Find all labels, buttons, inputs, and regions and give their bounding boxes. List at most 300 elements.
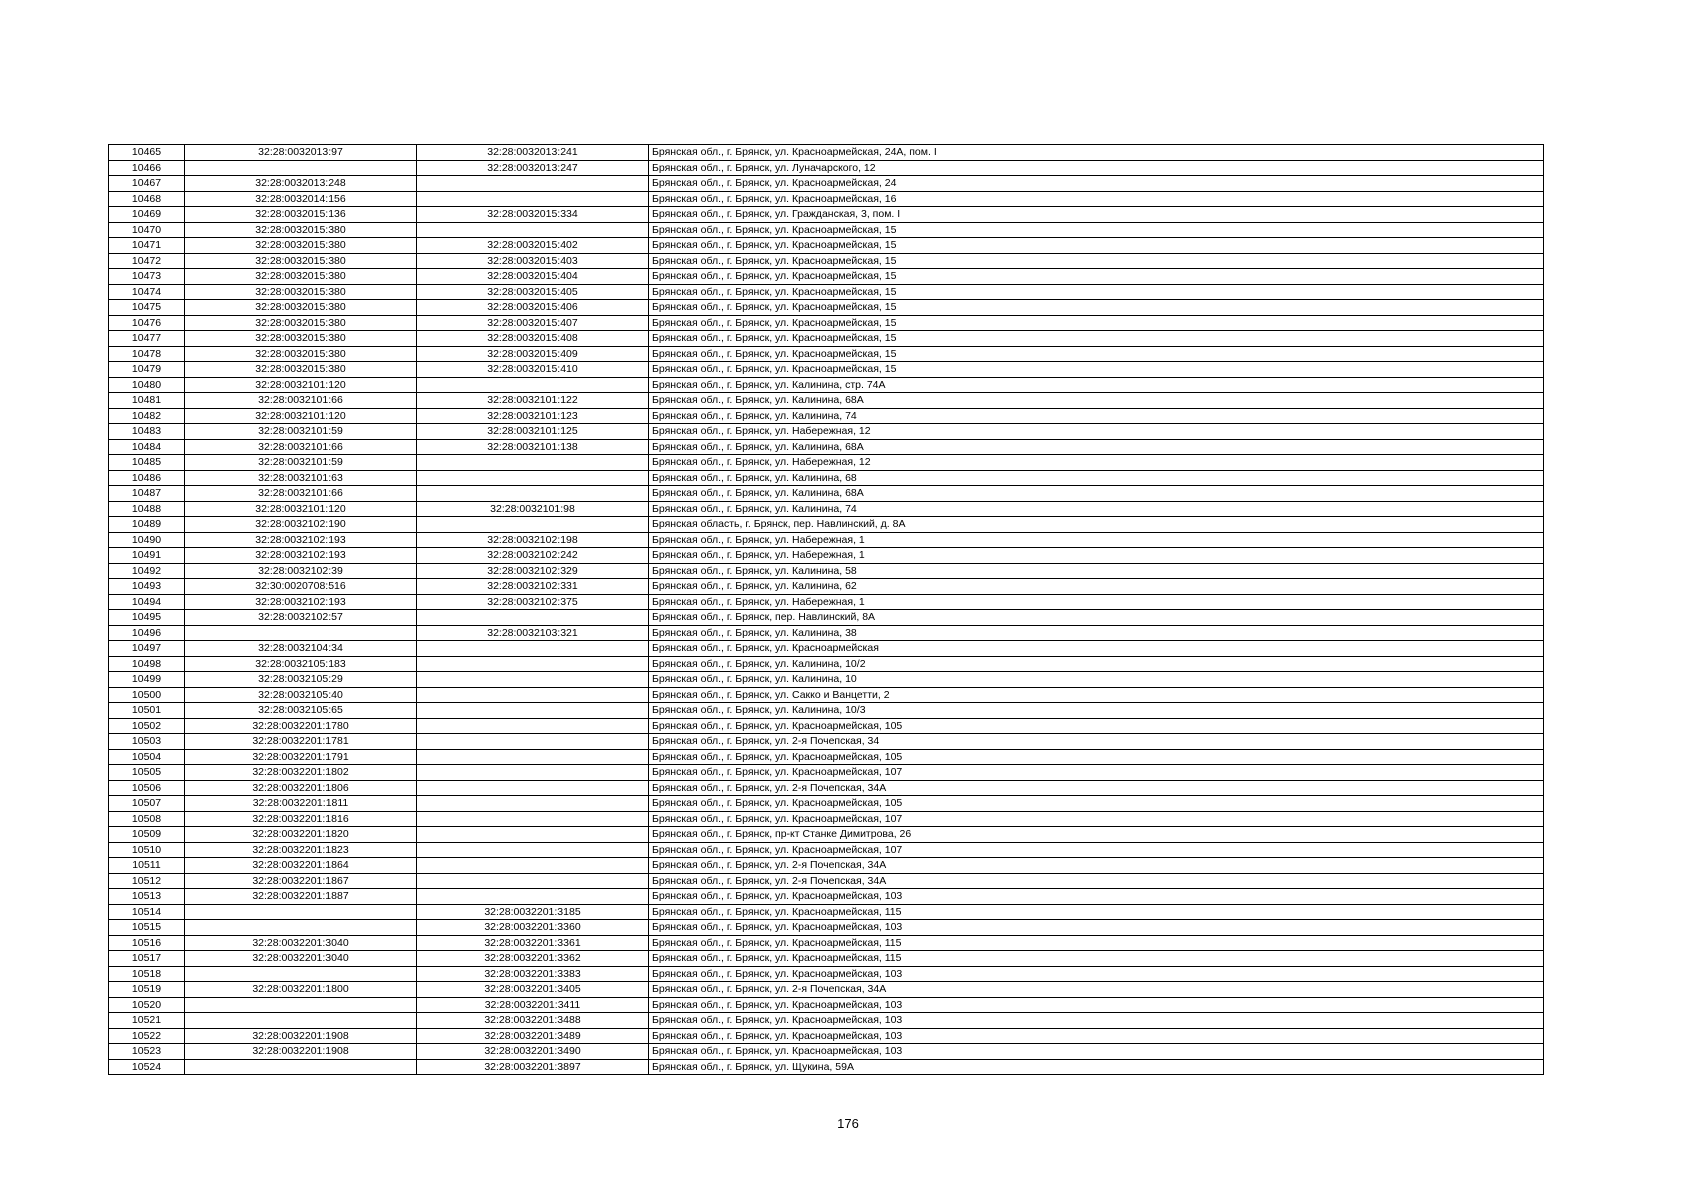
row-number-cell: 10512 (109, 873, 185, 889)
cadastral-number-cell: 32:28:0032201:1908 (185, 1028, 417, 1044)
object-number-cell: 32:28:0032201:3411 (417, 997, 649, 1013)
table-row (109, 408, 1544, 424)
object-number-cell: 32:28:0032015:334 (417, 207, 649, 223)
table-row (109, 517, 1544, 533)
object-number-cell: 32:28:0032201:3362 (417, 951, 649, 967)
cadastral-number-cell: 32:28:0032201:1864 (185, 858, 417, 874)
object-number-cell: 32:28:0032201:3360 (417, 920, 649, 936)
object-number-cell (417, 765, 649, 781)
object-number-cell: 32:28:0032102:198 (417, 532, 649, 548)
object-number-cell: 32:28:0032102:242 (417, 548, 649, 564)
address-cell: Брянская обл., г. Брянск, ул. Калинина, 68А (649, 486, 1544, 502)
cadastral-number-cell: 32:28:0032201:1867 (185, 873, 417, 889)
object-number-cell (417, 191, 649, 207)
address-cell: Брянская обл., г. Брянск, ул. Набережная, 1 (649, 594, 1544, 610)
address-cell: Брянская обл., г. Брянск, ул. Красноармейская, 15 (649, 222, 1544, 238)
table-row (109, 873, 1544, 889)
address-cell: Брянская обл., г. Брянск, ул. Красноармейская, 103 (649, 1013, 1544, 1029)
table-row (109, 300, 1544, 316)
object-number-cell (417, 610, 649, 626)
table-row (109, 780, 1544, 796)
table-row (109, 672, 1544, 688)
cadastral-number-cell: 32:28:0032101:120 (185, 501, 417, 517)
address-cell: Брянская обл., г. Брянск, ул. 2-я Почепская, 34А (649, 982, 1544, 998)
row-number-cell: 10509 (109, 827, 185, 843)
object-number-cell: 32:28:0032013:247 (417, 160, 649, 176)
cadastral-number-cell: 32:28:0032101:66 (185, 393, 417, 409)
cadastral-number-cell: 32:28:0032015:380 (185, 300, 417, 316)
object-number-cell (417, 470, 649, 486)
object-number-cell: 32:28:0032101:98 (417, 501, 649, 517)
row-number-cell: 10511 (109, 858, 185, 874)
object-number-cell (417, 858, 649, 874)
table-row (109, 997, 1544, 1013)
cadastral-number-cell: 32:28:0032201:1800 (185, 982, 417, 998)
address-cell: Брянская обл., г. Брянск, ул. Калинина, 10/3 (649, 703, 1544, 719)
table-row (109, 532, 1544, 548)
row-number-cell: 10506 (109, 780, 185, 796)
object-number-cell (417, 687, 649, 703)
table-row (109, 238, 1544, 254)
object-number-cell: 32:28:0032015:403 (417, 253, 649, 269)
row-number-cell: 10491 (109, 548, 185, 564)
cadastral-number-cell: 32:28:0032015:380 (185, 331, 417, 347)
table-row (109, 703, 1544, 719)
object-number-cell (417, 749, 649, 765)
cadastral-table (108, 144, 1544, 1075)
cadastral-number-cell (185, 1059, 417, 1075)
address-cell: Брянская обл., г. Брянск, ул. Щукина, 59А (649, 1059, 1544, 1075)
row-number-cell: 10480 (109, 377, 185, 393)
table-row (109, 889, 1544, 905)
cadastral-number-cell: 32:28:0032201:1820 (185, 827, 417, 843)
cadastral-number-cell: 32:28:0032201:1806 (185, 780, 417, 796)
object-number-cell: 32:28:0032201:3897 (417, 1059, 649, 1075)
table-row (109, 842, 1544, 858)
cadastral-number-cell: 32:28:0032102:193 (185, 532, 417, 548)
object-number-cell: 32:28:0032015:409 (417, 346, 649, 362)
row-number-cell: 10476 (109, 315, 185, 331)
table-row (109, 160, 1544, 176)
cadastral-number-cell: 32:28:0032201:1816 (185, 811, 417, 827)
row-number-cell: 10523 (109, 1044, 185, 1060)
row-number-cell: 10473 (109, 269, 185, 285)
table-row (109, 734, 1544, 750)
table-row (109, 1028, 1544, 1044)
cadastral-number-cell (185, 920, 417, 936)
table-row (109, 346, 1544, 362)
object-number-cell (417, 672, 649, 688)
table-row (109, 191, 1544, 207)
address-cell: Брянская обл., г. Брянск, ул. Калинина, 68А (649, 439, 1544, 455)
address-cell: Брянская обл., г. Брянск, ул. Красноармейская, 107 (649, 842, 1544, 858)
table-row (109, 362, 1544, 378)
cadastral-number-cell: 32:28:0032101:120 (185, 377, 417, 393)
object-number-cell: 32:28:0032015:405 (417, 284, 649, 300)
table-row (109, 176, 1544, 192)
table-row (109, 548, 1544, 564)
row-number-cell: 10481 (109, 393, 185, 409)
row-number-cell: 10505 (109, 765, 185, 781)
address-cell: Брянская обл., г. Брянск, ул. Красноармейская, 107 (649, 765, 1544, 781)
row-number-cell: 10522 (109, 1028, 185, 1044)
address-cell: Брянская обл., г. Брянск, ул. Красноармейская, 15 (649, 362, 1544, 378)
table-row (109, 145, 1544, 161)
row-number-cell: 10514 (109, 904, 185, 920)
table-row (109, 393, 1544, 409)
object-number-cell (417, 889, 649, 905)
address-cell: Брянская обл., г. Брянск, ул. Набережная, 12 (649, 455, 1544, 471)
cadastral-number-cell: 32:28:0032013:248 (185, 176, 417, 192)
cadastral-number-cell (185, 1013, 417, 1029)
cadastral-number-cell: 32:28:0032015:380 (185, 315, 417, 331)
object-number-cell: 32:28:0032103:321 (417, 625, 649, 641)
table-row (109, 594, 1544, 610)
address-cell: Брянская обл., г. Брянск, ул. Красноармейская, 115 (649, 904, 1544, 920)
cadastral-number-cell: 32:28:0032102:57 (185, 610, 417, 626)
table-row (109, 424, 1544, 440)
cadastral-number-cell: 32:28:0032105:65 (185, 703, 417, 719)
address-cell: Брянская область, г. Брянск, пер. Навлинский, д. 8А (649, 517, 1544, 533)
address-cell: Брянская обл., г. Брянск, ул. Красноармейская, 103 (649, 966, 1544, 982)
address-cell: Брянская обл., г. Брянск, ул. Красноармейская, 103 (649, 1044, 1544, 1060)
row-number-cell: 10471 (109, 238, 185, 254)
object-number-cell: 32:28:0032015:406 (417, 300, 649, 316)
object-number-cell: 32:28:0032101:125 (417, 424, 649, 440)
row-number-cell: 10499 (109, 672, 185, 688)
address-cell: Брянская обл., г. Брянск, ул. Красноармейская, 115 (649, 935, 1544, 951)
row-number-cell: 10489 (109, 517, 185, 533)
address-cell: Брянская обл., г. Брянск, ул. 2-я Почепская, 34 (649, 734, 1544, 750)
object-number-cell: 32:28:0032201:3383 (417, 966, 649, 982)
address-cell: Брянская обл., г. Брянск, ул. Красноармейская, 103 (649, 1028, 1544, 1044)
table-row (109, 439, 1544, 455)
row-number-cell: 10470 (109, 222, 185, 238)
table-row (109, 966, 1544, 982)
table-row (109, 315, 1544, 331)
address-cell: Брянская обл., г. Брянск, ул. Красноармейская, 15 (649, 238, 1544, 254)
object-number-cell (417, 827, 649, 843)
row-number-cell: 10477 (109, 331, 185, 347)
address-cell: Брянская обл., г. Брянск, пр-кт Станке Димитрова, 26 (649, 827, 1544, 843)
row-number-cell: 10498 (109, 656, 185, 672)
address-cell: Брянская обл., г. Брянск, ул. Калинина, 74 (649, 408, 1544, 424)
table-row (109, 920, 1544, 936)
cadastral-number-cell: 32:30:0020708:516 (185, 579, 417, 595)
object-number-cell: 32:28:0032013:241 (417, 145, 649, 161)
address-cell: Брянская обл., г. Брянск, ул. Красноармейская, 105 (649, 796, 1544, 812)
table-row (109, 796, 1544, 812)
cadastral-number-cell: 32:28:0032101:66 (185, 439, 417, 455)
address-cell: Брянская обл., г. Брянск, ул. Красноармейская, 24А, пом. I (649, 145, 1544, 161)
cadastral-number-cell: 32:28:0032201:1908 (185, 1044, 417, 1060)
row-number-cell: 10466 (109, 160, 185, 176)
address-cell: Брянская обл., г. Брянск, ул. Красноармейская, 103 (649, 920, 1544, 936)
table-row (109, 222, 1544, 238)
cadastral-number-cell (185, 966, 417, 982)
address-cell: Брянская обл., г. Брянск, ул. Красноармейская, 15 (649, 315, 1544, 331)
row-number-cell: 10488 (109, 501, 185, 517)
cadastral-number-cell: 32:28:0032101:59 (185, 424, 417, 440)
table-row (109, 687, 1544, 703)
row-number-cell: 10508 (109, 811, 185, 827)
table-row (109, 718, 1544, 734)
row-number-cell: 10465 (109, 145, 185, 161)
address-cell: Брянская обл., г. Брянск, ул. Красноармейская, 24 (649, 176, 1544, 192)
table-row (109, 641, 1544, 657)
cadastral-number-cell: 32:28:0032105:29 (185, 672, 417, 688)
cadastral-number-cell: 32:28:0032015:380 (185, 284, 417, 300)
row-number-cell: 10515 (109, 920, 185, 936)
row-number-cell: 10501 (109, 703, 185, 719)
table-row (109, 811, 1544, 827)
cadastral-number-cell: 32:28:0032105:183 (185, 656, 417, 672)
cadastral-number-cell: 32:28:0032014:156 (185, 191, 417, 207)
cadastral-number-cell: 32:28:0032101:63 (185, 470, 417, 486)
cadastral-number-cell: 32:28:0032013:97 (185, 145, 417, 161)
address-cell: Брянская обл., г. Брянск, ул. Калинина, 58 (649, 563, 1544, 579)
table-row (109, 951, 1544, 967)
table-row (109, 455, 1544, 471)
object-number-cell: 32:28:0032201:3490 (417, 1044, 649, 1060)
table-row (109, 625, 1544, 641)
cadastral-number-cell: 32:28:0032201:1887 (185, 889, 417, 905)
row-number-cell: 10510 (109, 842, 185, 858)
object-number-cell (417, 873, 649, 889)
table-row (109, 486, 1544, 502)
cadastral-number-cell: 32:28:0032201:3040 (185, 951, 417, 967)
table-row (109, 749, 1544, 765)
object-number-cell (417, 718, 649, 734)
address-cell: Брянская обл., г. Брянск, ул. Гражданская, 3, пом. I (649, 207, 1544, 223)
row-number-cell: 10492 (109, 563, 185, 579)
address-cell: Брянская обл., г. Брянск, ул. Красноармейская, 103 (649, 889, 1544, 905)
address-cell: Брянская обл., г. Брянск, ул. Красноармейская, 107 (649, 811, 1544, 827)
address-cell: Брянская обл., г. Брянск, ул. Набережная, 1 (649, 548, 1544, 564)
table-row (109, 904, 1544, 920)
row-number-cell: 10472 (109, 253, 185, 269)
table-row (109, 827, 1544, 843)
object-number-cell: 32:28:0032015:408 (417, 331, 649, 347)
address-cell: Брянская обл., г. Брянск, ул. Калинина, 74 (649, 501, 1544, 517)
object-number-cell: 32:28:0032201:3405 (417, 982, 649, 998)
row-number-cell: 10475 (109, 300, 185, 316)
row-number-cell: 10482 (109, 408, 185, 424)
row-number-cell: 10513 (109, 889, 185, 905)
row-number-cell: 10504 (109, 749, 185, 765)
table-row (109, 269, 1544, 285)
table-row (109, 253, 1544, 269)
object-number-cell: 32:28:0032201:3488 (417, 1013, 649, 1029)
row-number-cell: 10520 (109, 997, 185, 1013)
table-row (109, 610, 1544, 626)
page-number: 176 (837, 1116, 859, 1131)
cadastral-number-cell: 32:28:0032201:1781 (185, 734, 417, 750)
address-cell: Брянская обл., г. Брянск, ул. Красноармейская, 15 (649, 253, 1544, 269)
object-number-cell: 32:28:0032201:3361 (417, 935, 649, 951)
cadastral-number-cell: 32:28:0032102:39 (185, 563, 417, 579)
address-cell: Брянская обл., г. Брянск, ул. Красноармейская, 15 (649, 300, 1544, 316)
address-cell: Брянская обл., г. Брянск, пер. Навлинский, 8А (649, 610, 1544, 626)
cadastral-number-cell (185, 904, 417, 920)
table-row (109, 470, 1544, 486)
row-number-cell: 10485 (109, 455, 185, 471)
object-number-cell: 32:28:0032201:3489 (417, 1028, 649, 1044)
cadastral-number-cell: 32:28:0032201:1791 (185, 749, 417, 765)
object-number-cell (417, 486, 649, 502)
address-cell: Брянская обл., г. Брянск, ул. Сакко и Ванцетти, 2 (649, 687, 1544, 703)
cadastral-number-cell: 32:28:0032201:1823 (185, 842, 417, 858)
address-cell: Брянская обл., г. Брянск, ул. Красноармейская, 105 (649, 718, 1544, 734)
object-number-cell (417, 656, 649, 672)
row-number-cell: 10490 (109, 532, 185, 548)
object-number-cell: 32:28:0032101:122 (417, 393, 649, 409)
object-number-cell (417, 796, 649, 812)
row-number-cell: 10483 (109, 424, 185, 440)
row-number-cell: 10507 (109, 796, 185, 812)
row-number-cell: 10478 (109, 346, 185, 362)
cadastral-number-cell: 32:28:0032105:40 (185, 687, 417, 703)
table-row (109, 765, 1544, 781)
object-number-cell (417, 455, 649, 471)
object-number-cell (417, 842, 649, 858)
row-number-cell: 10468 (109, 191, 185, 207)
table-row (109, 1013, 1544, 1029)
object-number-cell (417, 703, 649, 719)
cadastral-number-cell: 32:28:0032015:380 (185, 238, 417, 254)
object-number-cell (417, 377, 649, 393)
table-row (109, 331, 1544, 347)
object-number-cell: 32:28:0032201:3185 (417, 904, 649, 920)
object-number-cell: 32:28:0032015:410 (417, 362, 649, 378)
row-number-cell: 10496 (109, 625, 185, 641)
row-number-cell: 10497 (109, 641, 185, 657)
object-number-cell (417, 780, 649, 796)
object-number-cell (417, 517, 649, 533)
object-number-cell (417, 641, 649, 657)
address-cell: Брянская обл., г. Брянск, ул. Калинина, стр. 74А (649, 377, 1544, 393)
cadastral-number-cell (185, 997, 417, 1013)
cadastral-number-cell: 32:28:0032102:193 (185, 594, 417, 610)
table-row (109, 1044, 1544, 1060)
cadastral-number-cell (185, 160, 417, 176)
address-cell: Брянская обл., г. Брянск, ул. Калинина, 68 (649, 470, 1544, 486)
cadastral-number-cell: 32:28:0032015:380 (185, 253, 417, 269)
cadastral-number-cell: 32:28:0032101:59 (185, 455, 417, 471)
address-cell: Брянская обл., г. Брянск, ул. Набережная, 12 (649, 424, 1544, 440)
object-number-cell (417, 811, 649, 827)
cadastral-number-cell: 32:28:0032015:136 (185, 207, 417, 223)
table-row (109, 501, 1544, 517)
cadastral-number-cell: 32:28:0032015:380 (185, 269, 417, 285)
table-row (109, 982, 1544, 998)
row-number-cell: 10503 (109, 734, 185, 750)
object-number-cell: 32:28:0032015:402 (417, 238, 649, 254)
table-row (109, 377, 1544, 393)
cadastral-number-cell: 32:28:0032201:1780 (185, 718, 417, 734)
address-cell: Брянская обл., г. Брянск, ул. Калинина, 10/2 (649, 656, 1544, 672)
cadastral-number-cell: 32:28:0032015:380 (185, 362, 417, 378)
address-cell: Брянская обл., г. Брянск, ул. Красноармейская, 115 (649, 951, 1544, 967)
object-number-cell (417, 176, 649, 192)
object-number-cell (417, 734, 649, 750)
cadastral-number-cell: 32:28:0032015:380 (185, 222, 417, 238)
cadastral-number-cell: 32:28:0032201:1811 (185, 796, 417, 812)
row-number-cell: 10484 (109, 439, 185, 455)
object-number-cell: 32:28:0032101:138 (417, 439, 649, 455)
object-number-cell: 32:28:0032101:123 (417, 408, 649, 424)
address-cell: Брянская обл., г. Брянск, ул. Красноармейская (649, 641, 1544, 657)
address-cell: Брянская обл., г. Брянск, ул. 2-я Почепская, 34А (649, 873, 1544, 889)
object-number-cell (417, 222, 649, 238)
address-cell: Брянская обл., г. Брянск, ул. 2-я Почепская, 34А (649, 780, 1544, 796)
address-cell: Брянская обл., г. Брянск, ул. 2-я Почепская, 34А (649, 858, 1544, 874)
table-row (109, 858, 1544, 874)
row-number-cell: 10494 (109, 594, 185, 610)
address-cell: Брянская обл., г. Брянск, ул. Красноармейская, 15 (649, 284, 1544, 300)
row-number-cell: 10517 (109, 951, 185, 967)
address-cell: Брянская обл., г. Брянск, ул. Красноармейская, 16 (649, 191, 1544, 207)
cadastral-number-cell: 32:28:0032104:34 (185, 641, 417, 657)
row-number-cell: 10495 (109, 610, 185, 626)
row-number-cell: 10486 (109, 470, 185, 486)
cadastral-number-cell: 32:28:0032015:380 (185, 346, 417, 362)
table-row (109, 284, 1544, 300)
table-row (109, 207, 1544, 223)
object-number-cell: 32:28:0032102:329 (417, 563, 649, 579)
address-cell: Брянская обл., г. Брянск, ул. Набережная, 1 (649, 532, 1544, 548)
object-number-cell: 32:28:0032102:375 (417, 594, 649, 610)
row-number-cell: 10487 (109, 486, 185, 502)
cadastral-number-cell: 32:28:0032102:190 (185, 517, 417, 533)
address-cell: Брянская обл., г. Брянск, ул. Луначарского, 12 (649, 160, 1544, 176)
cadastral-number-cell: 32:28:0032102:193 (185, 548, 417, 564)
table-row (109, 935, 1544, 951)
table-row (109, 656, 1544, 672)
row-number-cell: 10521 (109, 1013, 185, 1029)
address-cell: Брянская обл., г. Брянск, ул. Красноармейская, 103 (649, 997, 1544, 1013)
row-number-cell: 10479 (109, 362, 185, 378)
row-number-cell: 10502 (109, 718, 185, 734)
address-cell: Брянская обл., г. Брянск, ул. Красноармейская, 15 (649, 331, 1544, 347)
row-number-cell: 10524 (109, 1059, 185, 1075)
object-number-cell: 32:28:0032015:404 (417, 269, 649, 285)
cadastral-number-cell: 32:28:0032201:1802 (185, 765, 417, 781)
row-number-cell: 10467 (109, 176, 185, 192)
row-number-cell: 10493 (109, 579, 185, 595)
object-number-cell: 32:28:0032102:331 (417, 579, 649, 595)
object-number-cell: 32:28:0032015:407 (417, 315, 649, 331)
row-number-cell: 10519 (109, 982, 185, 998)
row-number-cell: 10500 (109, 687, 185, 703)
address-cell: Брянская обл., г. Брянск, ул. Красноармейская, 105 (649, 749, 1544, 765)
table-row (109, 1059, 1544, 1075)
row-number-cell: 10516 (109, 935, 185, 951)
cadastral-number-cell: 32:28:0032101:120 (185, 408, 417, 424)
address-cell: Брянская обл., г. Брянск, ул. Красноармейская, 15 (649, 346, 1544, 362)
cadastral-number-cell: 32:28:0032101:66 (185, 486, 417, 502)
cadastral-number-cell: 32:28:0032201:3040 (185, 935, 417, 951)
address-cell: Брянская обл., г. Брянск, ул. Калинина, 62 (649, 579, 1544, 595)
table-row (109, 579, 1544, 595)
address-cell: Брянская обл., г. Брянск, ул. Калинина, 68А (649, 393, 1544, 409)
address-cell: Брянская обл., г. Брянск, ул. Калинина, 10 (649, 672, 1544, 688)
row-number-cell: 10469 (109, 207, 185, 223)
address-cell: Брянская обл., г. Брянск, ул. Красноармейская, 15 (649, 269, 1544, 285)
address-cell: Брянская обл., г. Брянск, ул. Калинина, 38 (649, 625, 1544, 641)
row-number-cell: 10518 (109, 966, 185, 982)
cadastral-number-cell (185, 625, 417, 641)
